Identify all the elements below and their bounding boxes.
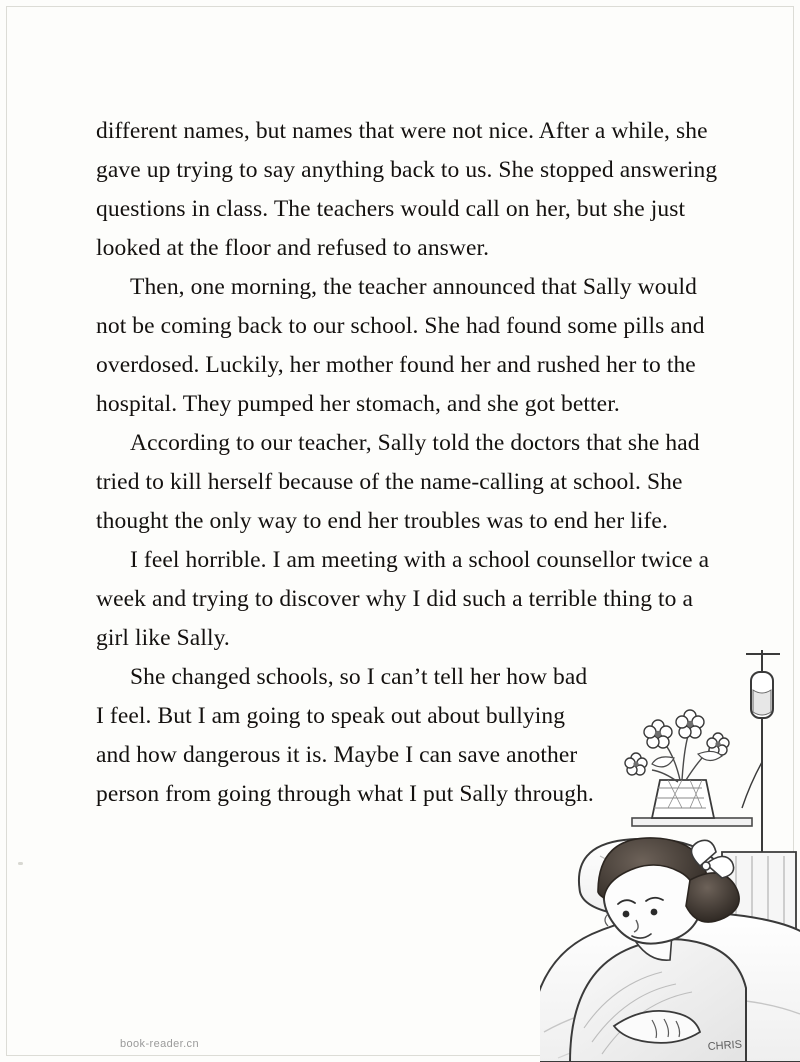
- illustration-artwork: [540, 642, 800, 1062]
- scan-speck: [18, 862, 23, 865]
- paragraph: According to our teacher, Sally told the doctors that she had tried to kill herself because of the name-calling at school. She thought the only way to end her troubles was to end her life.: [96, 430, 700, 534]
- artist-signature: CHRIS: [707, 1038, 743, 1053]
- paragraph: I feel horrible. I am meeting with a school counsellor twice a week and trying to discover why I did such a terrible thing to a girl like Sally.: [96, 547, 710, 651]
- bedside-table: [632, 818, 752, 826]
- footer-watermark: book-reader.cn: [120, 1038, 199, 1050]
- paragraph: Then, one morning, the teacher announced that Sally would not be coming back to our school. She had found some pills and overdosed. Luckily, her mother found her and rushed her to the hospital. They pumped her stomach, and she got better.: [96, 274, 705, 417]
- hospital-bed-illustration: [540, 642, 800, 1062]
- paragraph: different names, but names that were not nice. After a while, she gave up trying to say anything back to us. She stopped answering questions in class. The teachers would call on her, but she just looked at the floor and refused to answer.: [96, 118, 718, 261]
- paragraph: She changed schools, so I can’t tell her how bad I feel. But I am going to speak out about bullying and how dangerous it is. Maybe I can save another person from going through what I put Sally through.: [96, 664, 594, 807]
- flower-pot-icon: [625, 710, 729, 818]
